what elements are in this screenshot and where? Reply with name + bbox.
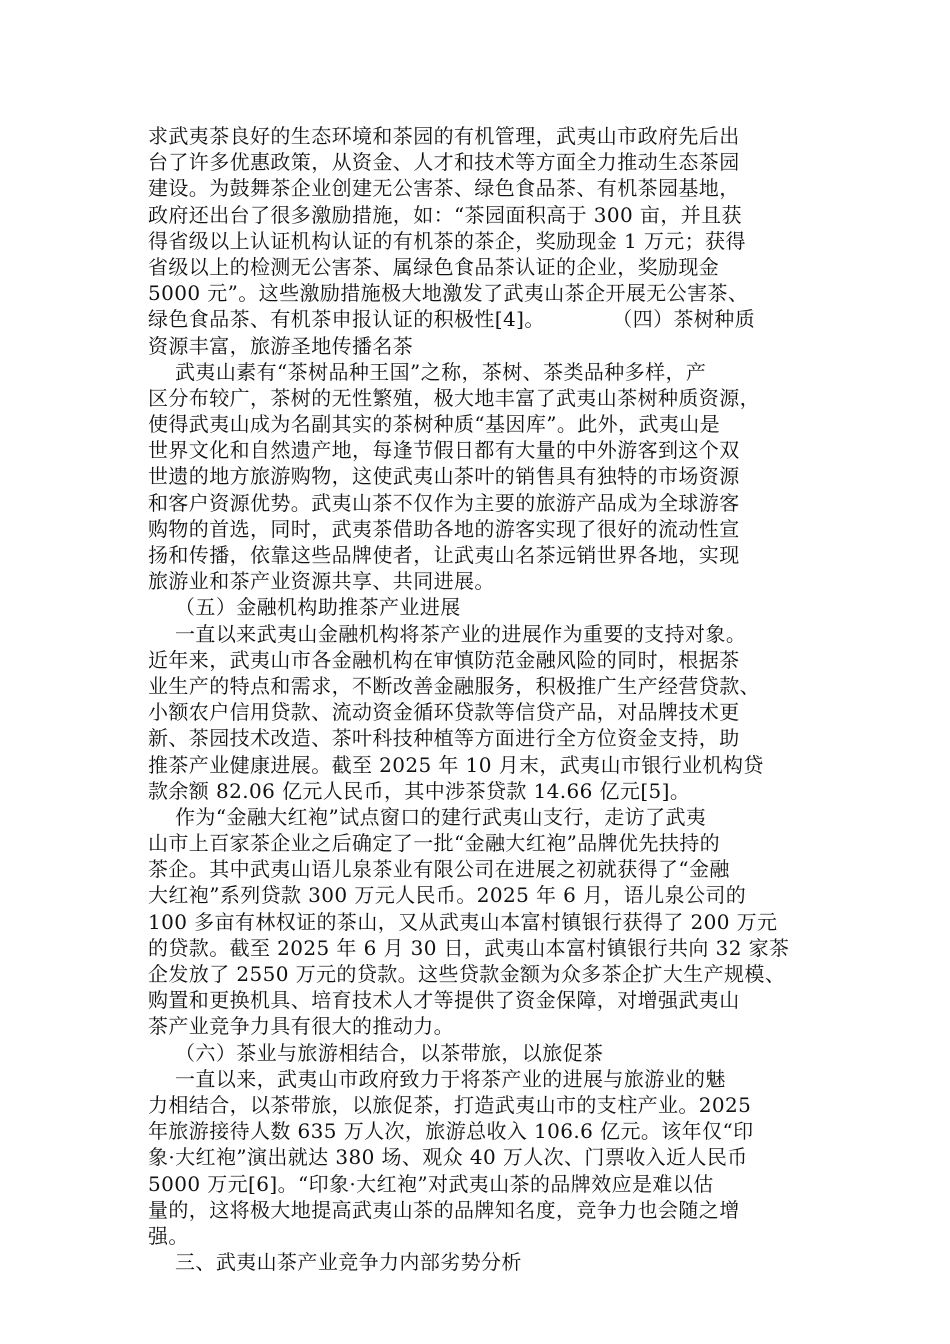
text-line: 世界文化和自然遗产地，每逢节假日都有大量的中外游客到这个双 xyxy=(148,438,740,463)
text-line: 企发放了 2550 万元的贷款。这些贷款金额为众多茶企扩大生产规模、 xyxy=(148,962,786,986)
text-line: 5000 元”。这些激励措施极大地激发了武夷山茶企开展无公害茶、 xyxy=(148,281,749,306)
text-line: 使得武夷山成为名副其实的茶树种质“基因库”。此外，武夷山是 xyxy=(148,412,721,437)
text-line: 一直以来武夷山金融机构将茶产业的进展作为重要的支持对象。 xyxy=(148,621,747,646)
text-line: 象·大红袍”演出就达 380 场、观众 40 万人次、门票收入近人民币 xyxy=(148,1145,748,1170)
text-line: 新、茶园技术改造、茶叶科技种植等方面进行全方位资金支持，助 xyxy=(148,726,740,751)
text-line: 三、武夷山茶产业竞争力内部劣势分析 xyxy=(148,1250,522,1275)
text-line: 大红袍”系列贷款 300 万元人民币。2025 年 6 月，语儿泉公司的 xyxy=(148,883,747,908)
text-line: 山市上百家茶企业之后确定了一批“金融大红袍”品牌优先扶持的 xyxy=(148,831,721,856)
text-line: 推茶产业健康进展。截至 2025 年 10 月末，武夷山市银行业机构贷 xyxy=(148,752,764,777)
text-line: 得省级以上认证机构认证的有机茶的茶企，奖励现金 1 万元；获得 xyxy=(148,228,746,253)
text-line: 购物的首选，同时，武夷茶借助各地的游客实现了很好的流动性宣 xyxy=(148,516,740,541)
text-line: （六）茶业与旅游相结合，以茶带旅，以旅促茶 xyxy=(148,1040,604,1065)
text-line: 求武夷茶良好的生态环境和茶园的有机管理，武夷山市政府先后出 xyxy=(148,124,740,148)
text-line: 近年来，武夷山市各金融机构在审慎防范金融风险的同时，根据茶 xyxy=(148,647,740,672)
text-line: 的贷款。截至 2025 年 6 月 30 日，武夷山本富村镇银行共向 32 家茶 xyxy=(148,935,790,960)
text-line: 区分布较广，茶树的无性繁殖，极大地丰富了武夷山茶树种质资源， xyxy=(148,385,760,410)
text-line: 强。 xyxy=(148,1223,189,1248)
text-line: 一直以来，武夷山市政府致力于将茶产业的进展与旅游业的魅 xyxy=(148,1066,726,1091)
text-line: 资源丰富，旅游圣地传播名茶 xyxy=(148,333,414,358)
text-line: 政府还出台了很多激励措施，如：“茶园面积高于 300 亩，并且获 xyxy=(148,202,742,227)
text-line: 小额农户信用贷款、流动资金循环贷款等信贷产品，对品牌技术更 xyxy=(148,700,740,725)
text-line: 武夷山素有“茶树品种王国”之称，茶树、茶类品种多样，产 xyxy=(148,359,707,384)
text-line: 力相结合，以茶带旅，以旅促茶，打造武夷山市的支柱产业。2025 xyxy=(148,1092,752,1117)
text-line: 5000 万元[6]。“印象·大红袍”对武夷山茶的品牌效应是难以估 xyxy=(148,1171,714,1196)
text-line: 扬和传播，依靠这些品牌使者，让武夷山名茶远销世界各地，实现 xyxy=(148,543,740,567)
text-line: 作为“金融大红袍”试点窗口的建行武夷山支行，走访了武夷 xyxy=(148,804,707,829)
body-text xyxy=(148,123,818,1275)
text-line: 业生产的特点和需求，不断改善金融服务，积极推广生产经营贷款、 xyxy=(148,673,760,698)
text-line: 绿色食品茶、有机茶申报认证的积极性[4]。 （四）茶树种质 xyxy=(148,307,756,332)
text-line: 款余额 82.06 亿元人民币，其中涉茶贷款 14.66 亿元[5]。 xyxy=(148,778,691,803)
text-line: （五）金融机构助推茶产业进展 xyxy=(148,595,461,620)
text-line: 茶企。其中武夷山语儿泉茶业有限公司在进展之初就获得了“金融 xyxy=(148,857,730,882)
text-line: 旅游业和茶产业资源共享、共同进展。 xyxy=(148,569,495,594)
text-line: 台了许多优惠政策，从资金、人才和技术等方面全力推动生态茶园 xyxy=(148,150,740,175)
text-line: 省级以上的检测无公害茶、属绿色食品茶认证的企业，奖励现金 xyxy=(148,254,720,279)
text-line: 年旅游接待人数 635 万人次，旅游总收入 106.6 亿元。该年仅“印 xyxy=(148,1119,754,1144)
text-line: 量的，这将极大地提高武夷山茶的品牌知名度，竞争力也会随之增 xyxy=(148,1197,740,1222)
text-line: 100 多亩有林权证的茶山，又从武夷山本富村镇银行获得了 200 万元 xyxy=(148,909,778,934)
text-line: 世遗的地方旅游购物，这使武夷山茶叶的销售具有独特的市场资源 xyxy=(148,464,740,489)
text-line: 茶产业竞争力具有很大的推动力。 xyxy=(148,1014,454,1039)
text-line: 和客户资源优势。武夷山茶不仅作为主要的旅游产品成为全球游客 xyxy=(148,490,740,515)
text-line: 购置和更换机具、培育技术人才等提供了资金保障，对增强武夷山 xyxy=(148,988,740,1013)
text-line: 建设。为鼓舞茶企业创建无公害茶、绿色食品茶、有机茶园基地， xyxy=(148,176,740,201)
